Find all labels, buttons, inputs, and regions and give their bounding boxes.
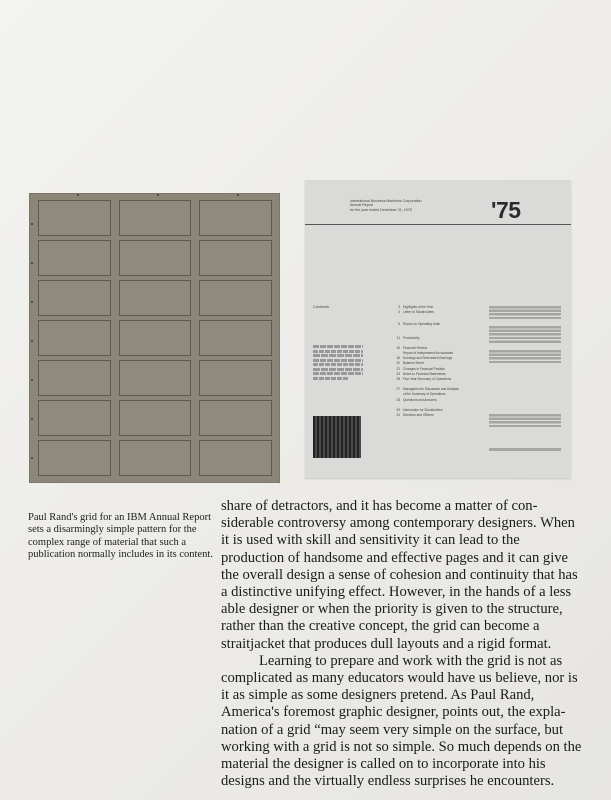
toc-page-number: 20 — [396, 361, 400, 366]
row-mark — [31, 301, 33, 303]
row-mark — [31, 223, 33, 225]
body-text-line: rather than the creative concept, the grid can become a — [221, 618, 540, 635]
toc-page-number: 27 — [396, 387, 400, 392]
grid-cell — [119, 200, 192, 236]
grid-cell — [199, 200, 272, 236]
toc-title: Five-Year Summary of Operations — [403, 377, 452, 382]
toc-page-number: 18 — [396, 356, 400, 361]
toc-title: Highlights of the Year — [403, 305, 434, 309]
report-header — [350, 199, 460, 212]
column-mark — [77, 194, 79, 196]
body-text-line: share of detractors, and it has become a matter of con- — [221, 498, 538, 514]
grid-cell — [38, 200, 111, 236]
toc-page-number: 3 — [398, 310, 400, 315]
grid-cell — [199, 280, 272, 316]
toc-page-number: 2 — [398, 305, 400, 309]
body-text-line: America's foremost graphic designer, points out, the expla- — [221, 704, 566, 721]
report-photo — [313, 416, 361, 458]
body-text-line: it as simple as some designers pretend. As Paul Rand, — [221, 687, 535, 704]
body-text-line: straitjacket that produces dull layouts and a rigid format. — [221, 635, 552, 652]
grid-cell — [119, 440, 192, 476]
grid-cell — [119, 280, 192, 316]
toc-page-number: 29 — [396, 407, 400, 412]
toc-title: Productivity — [403, 335, 420, 340]
grid-cell — [38, 280, 111, 316]
report-table-of-contents — [390, 305, 475, 423]
grid-cell — [119, 400, 192, 436]
body-text-line: working with a grid is not so simple. So much depends on the — [221, 738, 582, 755]
grid-cell — [38, 400, 111, 436]
annual-report-figure — [305, 180, 571, 478]
grid-cell — [119, 320, 192, 356]
grid-cell — [199, 360, 272, 396]
toc-title: Questions and Answers — [403, 397, 437, 402]
report-rule — [305, 224, 571, 225]
toc-title: Financial Review — [403, 345, 428, 350]
row-mark — [31, 340, 33, 342]
body-text — [221, 498, 608, 790]
report-notes — [489, 306, 561, 457]
row-mark — [31, 379, 33, 381]
body-text-line: able designer or when the priority is given to the structure, — [221, 601, 563, 618]
toc-title: Management's Discussion and Analysis — [403, 387, 459, 392]
toc-page-number: 15 — [396, 345, 400, 350]
body-text-line: complicated as many educators would have us believe, nor is — [221, 670, 578, 687]
grid-cell — [199, 440, 272, 476]
toc-title: Notes to Financial Statements — [403, 371, 446, 376]
toc-title: of the Summary of Operations — [403, 392, 446, 397]
grid-cell — [38, 240, 111, 276]
grid-cell — [199, 320, 272, 356]
toc-page-number: 6 — [398, 322, 400, 327]
grid-cell — [119, 240, 192, 276]
toc-page-number: 22 — [396, 366, 400, 371]
toc-title: Directors and Officers — [403, 413, 434, 418]
toc-title: Report of Independent Accountants — [403, 351, 453, 356]
toc-title: Information for Stockholders — [403, 407, 443, 412]
body-text-line: siderable controversy among contemporary designers. When — [221, 515, 575, 532]
body-text-line: a distinctive unifying effect. However, in the hands of a less — [221, 584, 572, 601]
report-year: '75 — [491, 197, 521, 223]
toc-title: Letter to Stockholders — [403, 310, 435, 315]
body-text-line: Learning to prepare and work with the grid is not as — [259, 652, 563, 669]
toc-title: Balance Sheet — [403, 361, 424, 366]
row-mark — [31, 457, 33, 459]
body-text-line: production of handsome and effective pages and it can give — [221, 549, 569, 566]
report-header-line: Annual Report — [350, 203, 373, 208]
grid-cell — [38, 440, 111, 476]
grid-figure — [29, 193, 280, 483]
grid-cells — [38, 200, 272, 476]
grid-cell — [199, 400, 272, 436]
row-mark — [31, 262, 33, 264]
column-mark — [157, 194, 159, 196]
body-text-line: material the designer is called on to incorporate into his — [221, 756, 546, 773]
grid-cell — [38, 320, 111, 356]
toc-page-number: 11 — [396, 335, 400, 340]
report-header-line: for the year ended December 31, 1975 — [350, 207, 412, 212]
figure-caption: Paul Rand's grid for an IBM Annual Report sets a disarmingly simple pattern for the complex range of material that such a publication normally includes in its content. — [28, 512, 213, 560]
body-text-line: designs and the virtually endless surprises he encounters. — [221, 773, 555, 790]
toc-page-number: 28 — [396, 397, 400, 402]
report-side-text — [313, 345, 363, 380]
toc-page-number: 28 — [396, 377, 400, 382]
body-text-line: nation of a grid “may seem very simple on the surface, but — [221, 721, 564, 738]
body-text-line: the overall design a sense of cohesion and continuity that has — [221, 566, 578, 583]
toc-page-number: 23 — [396, 371, 400, 376]
toc-title: Earnings and Reinvested Earnings — [403, 356, 453, 361]
grid-cell — [119, 360, 192, 396]
toc-title: Report on Operating Units — [403, 322, 441, 327]
row-mark — [31, 418, 33, 420]
grid-cell — [199, 240, 272, 276]
column-mark — [237, 194, 239, 196]
toc-title: Changes in Financial Position — [403, 366, 445, 371]
report-contents-label: Contents — [313, 304, 330, 309]
toc-page-number: 31 — [396, 413, 400, 418]
grid-cell — [38, 360, 111, 396]
body-text-line: it is used with skill and sensitivity it can lead to the — [221, 532, 520, 549]
report-header-line: International Business Machines Corporation — [350, 199, 422, 203]
